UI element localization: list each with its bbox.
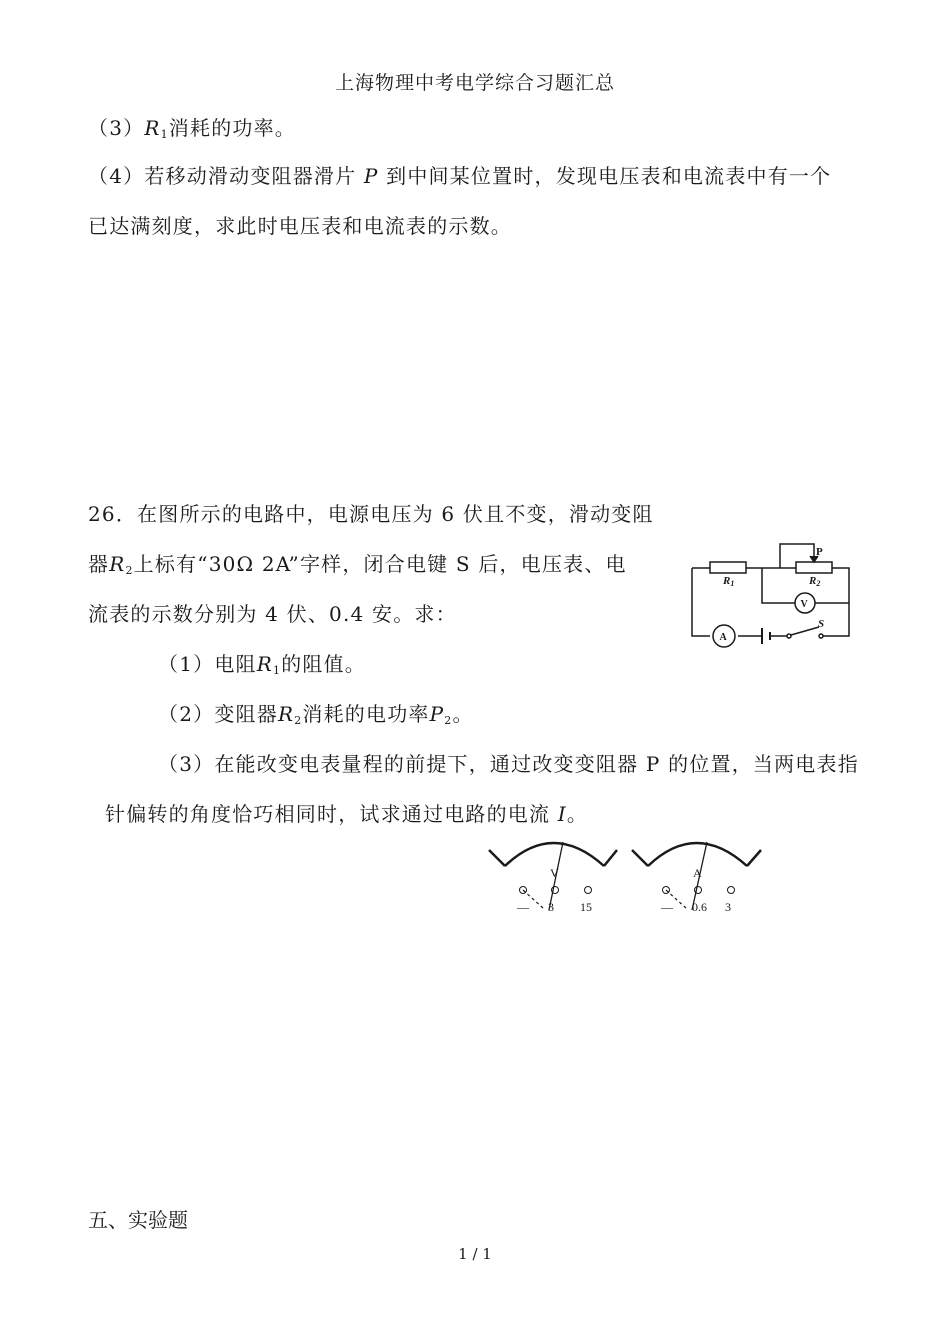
section-title: 五、实验题 <box>88 1208 188 1232</box>
page-number: 1 / 1 <box>458 1245 492 1263</box>
q26-part2-subscript: 2 <box>294 714 303 727</box>
prev-q3-text: 消耗的功率。 <box>168 116 296 140</box>
ammeter-edge-right <box>747 850 761 866</box>
circuit-label-p: P <box>816 546 823 558</box>
circuit-label-v: V <box>800 599 808 610</box>
ammeter-terminal-0-6 <box>695 887 702 894</box>
circuit-switch-contact <box>819 634 823 638</box>
q26-line2-a: 器 <box>88 552 110 576</box>
q26-part1-subscript: 1 <box>273 664 282 677</box>
q26-part3-line2-a: 针偏转的角度恰巧相同时，试求通过电路的电流 <box>105 802 551 826</box>
ammeter-label: A <box>693 866 702 880</box>
q26-part2-subscript2: 2 <box>444 714 453 727</box>
prev-q3-subscript: 1 <box>160 128 169 141</box>
q26-part3-line1: （3）在能改变电表量程的前提下，通过改变变阻器 P 的位置，当两电表指 <box>158 752 859 776</box>
q26-part2-a: （2）变阻器 <box>158 702 278 726</box>
prev-q4-text-a: 若移动滑动变阻器滑片 <box>144 164 357 188</box>
q26-part2-c: 。 <box>452 702 474 726</box>
q26-part1-b: 的阻值。 <box>281 652 367 676</box>
circuit-label-r2: R2 <box>809 575 821 588</box>
q26-line2 <box>88 548 627 577</box>
q26-part2-b: 消耗的电功率 <box>302 702 430 726</box>
q26-line1: 26．在图所示的电路中，电源电压为 6 伏且不变，滑动变阻 <box>88 502 654 526</box>
q26-part1 <box>158 648 366 677</box>
circuit-switch-pivot <box>787 634 791 638</box>
prev-q4-line2: 已达满刻度，求此时电压表和电流表的示数。 <box>88 214 512 238</box>
prev-q4-line1 <box>88 160 831 189</box>
circuit-resistor-r2 <box>796 562 832 573</box>
voltmeter-scale-arc <box>505 843 604 866</box>
circuit-battery <box>762 628 770 644</box>
circuit-label-s: S <box>818 618 825 630</box>
circuit-label-r1: R1 <box>723 575 735 588</box>
voltmeter-edge-right <box>604 850 617 866</box>
prev-q4-num: （4） <box>88 164 145 188</box>
voltmeter-high-label: 15 <box>580 900 592 914</box>
circuit-wire-main <box>692 568 849 636</box>
q26-part2 <box>158 698 474 727</box>
circuit-diagram <box>684 538 864 650</box>
q26-part3-symbol: I <box>557 802 567 826</box>
ammeter-edge-left <box>632 850 648 866</box>
prev-q4-text-b: 到中间某位置时，发现电压表和电流表中有一个 <box>386 164 832 188</box>
ammeter-scale-arc <box>648 843 747 866</box>
ammeter-terminal-3 <box>728 887 735 894</box>
circuit-switch-lever <box>791 627 819 635</box>
q26-line2-subscript: 2 <box>125 564 134 577</box>
prev-q3-symbol: R <box>144 116 161 140</box>
q26-part1-a: （1）电阻 <box>158 652 257 676</box>
q26-part3-line2-b: 。 <box>566 802 589 826</box>
ammeter-neg-label: — <box>661 900 673 914</box>
q26-part1-symbol: R <box>256 652 273 676</box>
voltmeter-neg-label: — <box>517 900 529 914</box>
ammeter-high-label: 3 <box>725 900 731 914</box>
q26-line3: 流表的示数分别为 4 伏、0.4 安。求： <box>88 602 457 626</box>
voltmeter-terminal-15 <box>585 887 592 894</box>
q26-part2-symbol2: P <box>429 702 445 726</box>
q26-line2-b: 上标有“30Ω 2A”字样，闭合电键 S 后，电压表、电 <box>133 552 627 576</box>
q26-line2-symbol: R <box>109 552 126 576</box>
prev-q3 <box>88 112 296 141</box>
q26-part3-line2 <box>105 798 588 827</box>
circuit-resistor-r1 <box>710 562 746 573</box>
ammeter-low-label: 0.6 <box>692 900 707 914</box>
q26-part2-symbol: R <box>277 702 295 726</box>
page-header: 上海物理中考电学综合习题汇总 <box>334 72 615 94</box>
voltmeter-low-label: 3 <box>548 900 554 914</box>
meter-faces <box>480 840 780 920</box>
prev-q3-num: （3） <box>88 116 145 140</box>
voltmeter-edge-left <box>489 850 505 866</box>
circuit-label-a: A <box>719 632 727 643</box>
prev-q4-symbol: P <box>363 164 379 188</box>
voltmeter-label: V <box>550 866 559 880</box>
